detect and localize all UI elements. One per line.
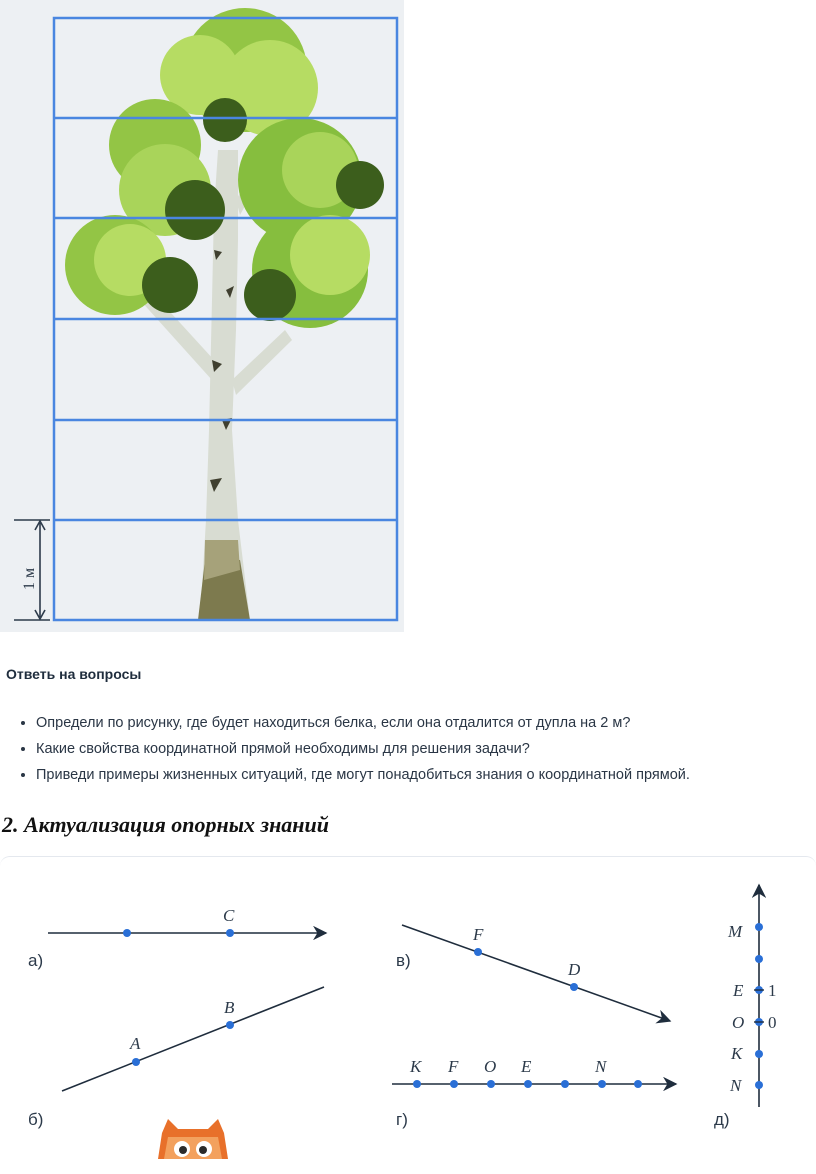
point-a-label: A <box>130 1034 141 1053</box>
point-unlabeled <box>561 1080 569 1088</box>
point-unlabeled <box>123 929 131 937</box>
scale-label: 1 м <box>21 567 38 590</box>
point-e <box>524 1080 532 1088</box>
point-e-label: E <box>733 981 744 1000</box>
point-n <box>755 1081 763 1089</box>
lines-illustration <box>0 857 816 1174</box>
point-k-label: K <box>731 1044 743 1063</box>
point-n <box>598 1080 606 1088</box>
section-title: 2. Актуализация опорных знаний <box>2 812 329 837</box>
point-b-label: B <box>224 998 235 1017</box>
line-a-label: а) <box>28 951 44 970</box>
questions-list <box>22 710 690 788</box>
line-d-label: д) <box>714 1110 730 1129</box>
tree-figure <box>0 0 404 632</box>
point-e-label: E <box>521 1057 532 1076</box>
point-m <box>755 923 763 931</box>
point-f-label: F <box>473 925 484 944</box>
point-o-label: O <box>732 1013 745 1032</box>
line-b-label: б) <box>28 1110 44 1129</box>
point-unlabeled <box>755 955 763 963</box>
line-g <box>392 1057 676 1129</box>
fox-face-icon <box>158 1119 228 1159</box>
question-item-2: • Какие свойства координатной прямой необходимы для решения задачи? <box>36 736 690 762</box>
point-f-label: F <box>448 1057 459 1076</box>
line-v-label: в) <box>396 951 411 970</box>
point-b <box>226 1021 234 1029</box>
tree-branch-right <box>232 330 292 395</box>
question-item-3: • Приведи примеры жизненных ситуаций, где могут понадобиться знания о координатной прямой. <box>36 762 690 788</box>
point-k <box>755 1050 763 1058</box>
tick-1-label: 1 <box>768 981 777 1000</box>
point-k <box>413 1080 421 1088</box>
tick-0-label: 0 <box>768 1013 777 1032</box>
point-d <box>570 983 578 991</box>
point-m-label: M <box>728 922 743 941</box>
point-n-label: N <box>595 1057 607 1076</box>
line-d <box>714 885 777 1129</box>
line-b <box>28 987 324 1129</box>
point-f <box>450 1080 458 1088</box>
question-item-1: • Определи по рисунку, где будет находиться белка, если она отдалится от дупла на 2 м? <box>36 710 690 736</box>
point-a <box>132 1058 140 1066</box>
lines-figure <box>0 856 816 1174</box>
tree-illustration <box>0 0 404 632</box>
point-o-label: O <box>484 1057 497 1076</box>
point-c-label: C <box>223 906 235 925</box>
point-k-label: K <box>410 1057 422 1076</box>
point-f <box>474 948 482 956</box>
point-d-label: D <box>568 960 581 979</box>
questions-heading: Ответь на вопросы <box>6 666 142 682</box>
point-o <box>487 1080 495 1088</box>
point-c <box>226 929 234 937</box>
line-v <box>396 925 670 1021</box>
point-unlabeled <box>634 1080 642 1088</box>
point-n-label: N <box>730 1076 742 1095</box>
line-g-label: г) <box>396 1110 408 1129</box>
line-a <box>28 906 326 970</box>
